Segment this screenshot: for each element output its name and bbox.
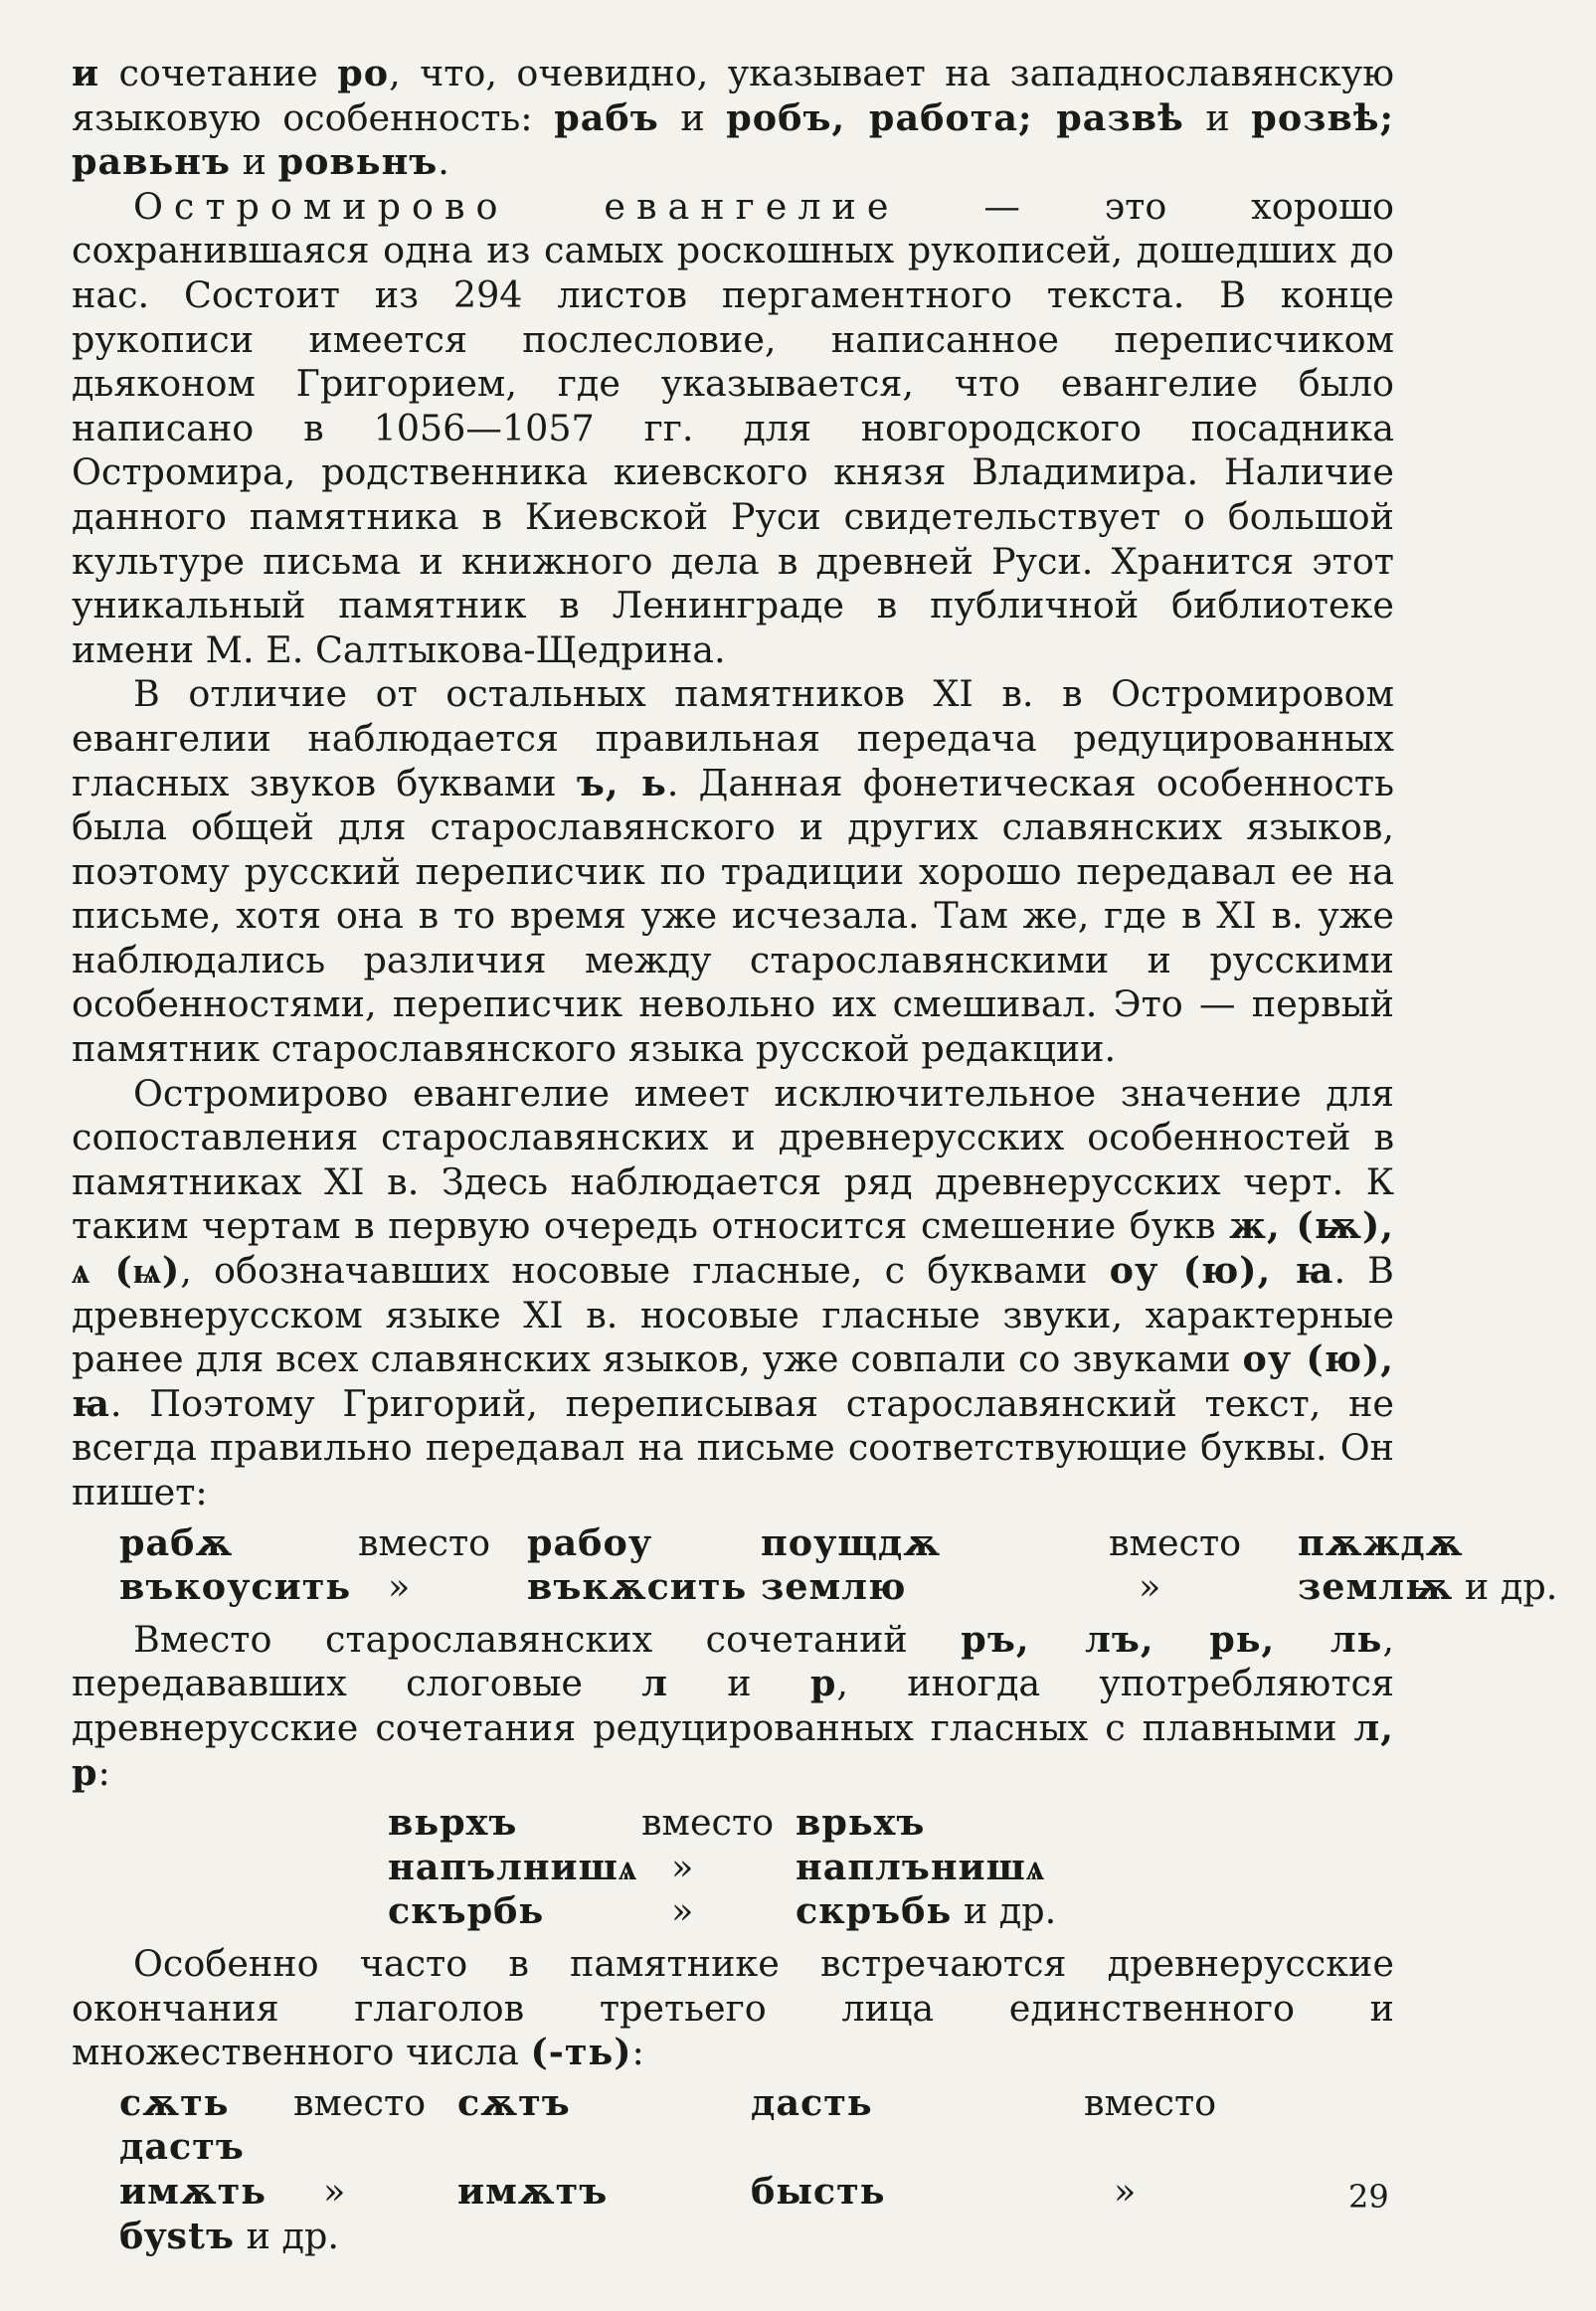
slavonic-letters: ръ, лъ, рь, ль — [961, 1617, 1383, 1661]
example-connector: » — [1114, 2169, 1137, 2213]
slavonic-letters: оу (ю), ꙗ — [1109, 1249, 1334, 1293]
example-word: пѫждѫ — [1298, 1520, 1464, 1564]
example-table-liquids — [72, 1801, 1394, 1934]
example-connector: » — [671, 1889, 694, 1933]
emphasized-term: Остромирово евангелие — [133, 184, 900, 228]
example-word-with-tail: скръбь и др. — [796, 1889, 1057, 1933]
example-word: наплънишѧ — [796, 1845, 1046, 1888]
example-connector: вместо — [358, 1520, 491, 1564]
slavonic-letters: (-ть) — [530, 2031, 632, 2074]
slavonic-letters: л, р — [72, 1705, 1394, 1794]
example-word: дасть — [751, 2080, 873, 2124]
example-word: рабѫ — [119, 1520, 234, 1564]
example-word: имѫть — [119, 2169, 267, 2213]
page-body — [72, 52, 1558, 2266]
example-connector: вместо — [1109, 1520, 1242, 1564]
example-word: землю — [761, 1565, 907, 1609]
example-word: врьхъ — [796, 1801, 926, 1845]
page-number: 29 — [1348, 2178, 1389, 2216]
example-connector: вместо — [1084, 2080, 1217, 2124]
example-word: вьрхъ — [388, 1801, 518, 1845]
example-connector: вместо — [293, 2080, 427, 2124]
example-word: напълнишѧ — [388, 1845, 638, 1888]
example-word: въкѫсить — [527, 1565, 748, 1609]
slavonic-word: рабъ — [554, 95, 659, 139]
example-word: скърбь — [388, 1889, 545, 1933]
slavonic-word: робъ, работа; развѣ — [726, 95, 1184, 139]
example-word: поущдѫ — [761, 1520, 942, 1564]
slavonic-letters: л — [641, 1662, 668, 1705]
paragraph-6: Особенно часто в памятнике встречаются древнерусские окончания глаголов третьего лица единственного и множественного числа (-ть): — [72, 1941, 1394, 2074]
example-word-with-tail: бystъ и др. — [119, 2214, 339, 2257]
slavonic-letters: ж, (ѭ), ѧ (ѩ) — [72, 1204, 1395, 1293]
slavonic-word: ровьнъ — [277, 140, 439, 184]
slavonic-letters: оу (ю), ꙗ — [72, 1337, 1394, 1425]
example-connector: » — [388, 1565, 411, 1609]
example-connector: » — [323, 2169, 346, 2213]
example-word: въкоусить — [119, 1565, 352, 1609]
paragraph-4: Остромирово евангелие имеет исключительное значение для сопоставления старославянских и древнерусских особенностей в памятниках XI в. Здесь наблюдается ряд древнерусских черт. К таким чертам в первую очередь относится смешение букв ж, (ѭ), ѧ (ѩ), обозначавших носовые гласные, с буквами оу (ю), ꙗ. В древнерусском языке XI в. носовые гласные звуки, характерные ранее для всех славянских языков, уже совпали со звуками оу (ю), ꙗ. Поэтому Григорий, переписывая старославянский текст, не всегда правильно передавал на письме соответствующие буквы. Он пишет: — [72, 1071, 1395, 1513]
example-table-nasals — [72, 1520, 1558, 1610]
example-connector: вместо — [641, 1801, 775, 1845]
paragraph-1: и сочетание ро, что, очевидно, указывает на западнославянскую языковую особенность: рабъ и робъ, работа; развѣ и розвѣ; равьнъ и ровьнъ. — [72, 52, 1394, 184]
slavonic-letters: ъ, ь — [576, 761, 667, 804]
example-word: имѫтъ — [457, 2169, 609, 2213]
example-word: рабоу — [527, 1520, 653, 1564]
example-word: бысть — [751, 2169, 886, 2213]
paragraph-5: Вместо старославянских сочетаний ръ, лъ, рь, ль, передававших слоговые л и р, иногда употребляются древнерусские сочетания редуцированных гласных с плавными л, р: — [72, 1617, 1394, 1794]
example-table-verbs-row2 — [72, 2170, 1394, 2258]
slavonic-word: ро — [337, 52, 390, 94]
example-word: сѫть — [119, 2080, 230, 2124]
example-connector: » — [671, 1845, 694, 1888]
example-connector: » — [1139, 1565, 1161, 1609]
slavonic-letters: р — [809, 1662, 837, 1705]
paragraph-3: В отличие от остальных памятников XI в. в Остромировом евангелии наблюдается правильная передача редуцированных гласных звуков буквами ъ, ь. Данная фонетическая особенность была общей для старославянского и других славянских языков, поэтому русский переписчик по традиции хорошо передавал ее на письме, хотя она в то время уже исчезала. Там же, где в XI в. уже наблюдались различия между старославянскими и русскими особенностями, переписчик невольно их смешивал. Это — первый памятник старославянского языка русской редакции. — [72, 672, 1394, 1071]
slavonic-word: розвѣ; равьнъ — [72, 95, 1394, 184]
example-word: дастъ — [119, 2125, 245, 2169]
paragraph-2: Остромирово евангелие — это хорошо сохранившаяся одна из самых роскошных рукописей, дошедших до нас. Состоит из 294 листов пергаментного текста. В конце рукописи имеется послесловие, написанное переписчиком дьяконом Григорием, где указывается, что евангелие было написано в 1056—1057 гг. для новгородского посадника Остромира, родственника киевского князя Владимира. Наличие данного памятника в Киевской Руси свидетельствует о большой культуре письма и книжного дела в древней Руси. Хранится этот уникальный памятник в Ленинграде в публичной библиотеке имени М. Е. Салтыкова-Щедрина. — [72, 184, 1394, 671]
example-word: сѫтъ — [457, 2080, 571, 2124]
slavonic-word: и — [72, 52, 100, 94]
example-table-verbs — [72, 2081, 1394, 2170]
example-word-with-tail: землѭ и др. — [1298, 1565, 1558, 1609]
